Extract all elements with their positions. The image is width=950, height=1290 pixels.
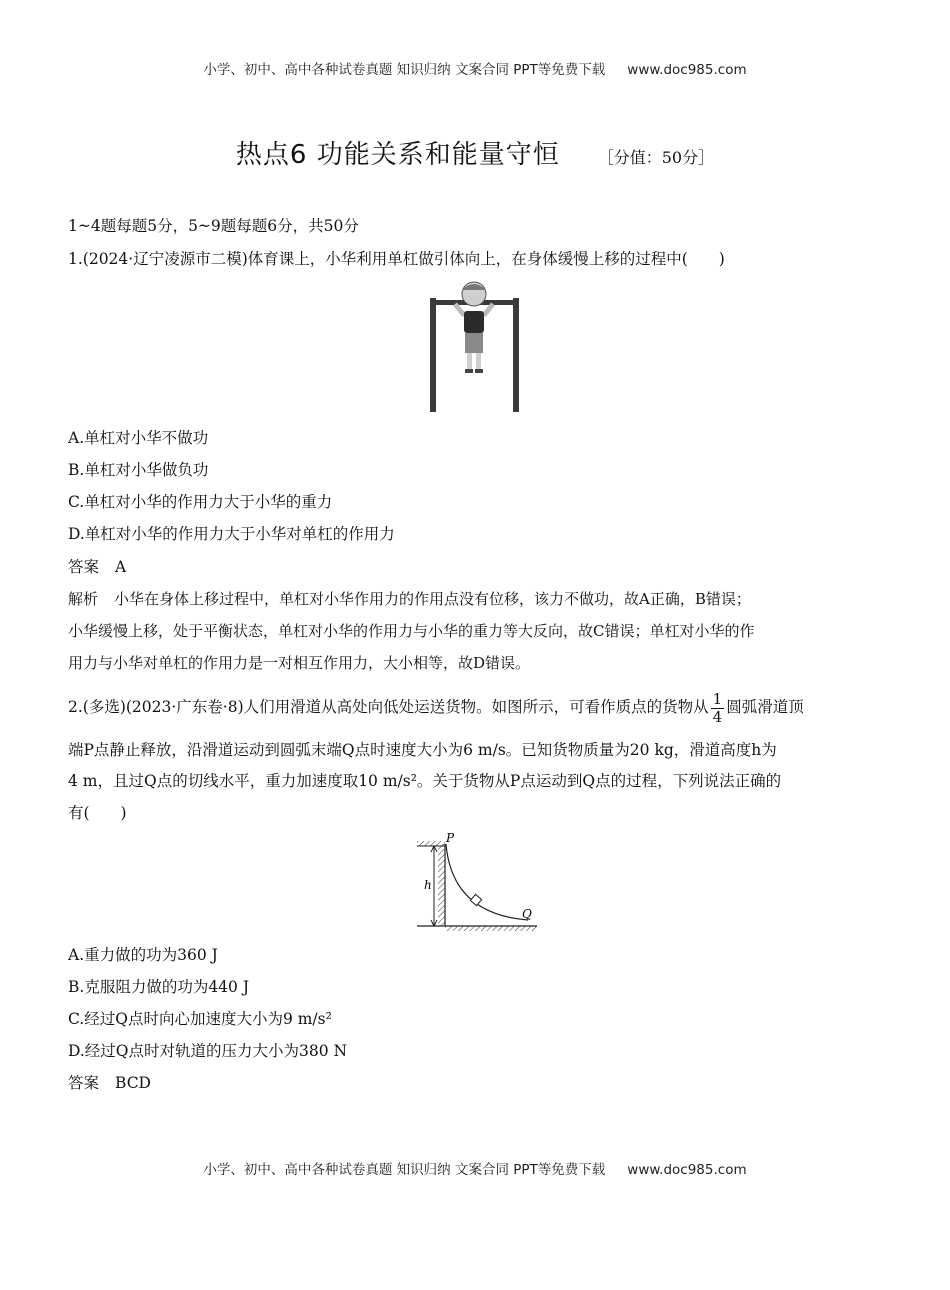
- figure-left-shoe: [465, 369, 473, 373]
- q1-option-b: B.单杠对小华做负功: [68, 461, 209, 479]
- header-text: 小学、初中、高中各种试卷真题 知识归纳 文案合同 PPT等免费下载: [203, 62, 606, 78]
- label-h: h: [424, 878, 432, 892]
- q2-stem-line-4: 有( ): [68, 804, 127, 822]
- q2-stem-line-1: [68, 690, 883, 726]
- q2-option-c: C.经过Q点时向心加速度大小为9 m/s²: [68, 1010, 332, 1028]
- q2-option-a: A.重力做的功为360 J: [68, 946, 218, 964]
- figure-right-shoe: [475, 369, 483, 373]
- q1-option-c: C.单杠对小华的作用力大于小华的重力: [68, 493, 333, 511]
- q2-stem-line-3: 4 m，且过Q点的切线水平，重力加速度取10 m/s²。关于货物从P点运动到Q点的过程，下列说法正确的: [68, 772, 782, 790]
- q1-option-a: A.单杠对小华不做功: [68, 429, 209, 447]
- q2-answer-label: 答案: [68, 1074, 100, 1092]
- q1-option-d: D.单杠对小华的作用力大于小华对单杠的作用力: [68, 525, 395, 543]
- page-title: [0, 134, 950, 171]
- fraction-denominator: 4: [712, 707, 723, 726]
- quarter-fraction: [711, 691, 725, 726]
- q2-option-d: D.经过Q点时对轨道的压力大小为380 N: [68, 1042, 348, 1060]
- footer-site[interactable]: www.doc985.com: [627, 1162, 747, 1178]
- q1-analysis-label: 解析: [68, 590, 99, 608]
- figure-shorts: [465, 333, 483, 353]
- q1-answer: [68, 557, 883, 577]
- pullup-figure: [425, 278, 525, 416]
- q1-analysis-line-3: 用力与小华对单杠的作用力是一对相互作用力，大小相等，故D错误。: [68, 654, 531, 672]
- ground-hatch: [445, 926, 537, 931]
- intro-line: 1~4题每题5分，5~9题每题6分，共50分: [68, 217, 359, 235]
- footer-text: 小学、初中、高中各种试卷真题 知识归纳 文案合同 PPT等免费下载: [203, 1162, 606, 1178]
- page-header: [0, 58, 950, 78]
- q1-analysis-text-1: 小华在身体上移过程中，单杠对小华作用力的作用点没有位移，该力不做功，故A正确，B错误；: [114, 590, 751, 608]
- top-ledge-hatch: [417, 841, 445, 846]
- q1-stem: 1.(2024·辽宁凌源市二模)体育课上，小华利用单杠做引体向上，在身体缓慢上移的过程中( ): [68, 250, 725, 268]
- title-main: 热点6 功能关系和能量守恒: [235, 140, 560, 170]
- q1-answer-label: 答案: [68, 558, 100, 576]
- q2-stem-text-b: 圆弧滑道顶: [726, 698, 804, 716]
- figure-right-leg: [476, 353, 481, 369]
- figure-left-leg: [467, 353, 472, 369]
- figure-torso: [464, 311, 484, 333]
- q2-option-b: B.克服阻力做的功为440 J: [68, 978, 250, 996]
- q2-answer-value: BCD: [115, 1074, 151, 1092]
- header-site[interactable]: www.doc985.com: [627, 62, 747, 78]
- q1-analysis-line-1: [68, 589, 883, 609]
- wall-hatch: [438, 844, 445, 926]
- label-p: P: [446, 832, 455, 845]
- q1-answer-value: A: [115, 558, 127, 576]
- page-footer: [0, 1158, 950, 1178]
- arc-track: [446, 844, 528, 920]
- slide-figure: [410, 832, 545, 932]
- q1-analysis-line-2: 小华缓慢上移，处于平衡状态，单杠对小华的作用力与小华的重力等大反向，故C错误；单杠对小华的作: [68, 622, 755, 640]
- q2-stem-text-a: 2.(多选)(2023·广东卷·8)人们用滑道从高处向低处运送货物。如图所示，可看作质点的货物从: [68, 698, 709, 716]
- fraction-numerator: 1: [712, 689, 723, 708]
- q2-answer: [68, 1073, 883, 1093]
- label-q: Q: [522, 907, 532, 921]
- q2-stem-line-2: 端P点静止释放，沿滑道运动到圆弧末端Q点时速度大小为6 m/s。已知货物质量为20 kg，滑道高度h为: [68, 741, 777, 759]
- title-score: ［分值：50分］: [597, 148, 715, 167]
- cargo-block: [470, 894, 481, 905]
- bar-right-post: [513, 298, 519, 412]
- bar-left-post: [430, 298, 436, 412]
